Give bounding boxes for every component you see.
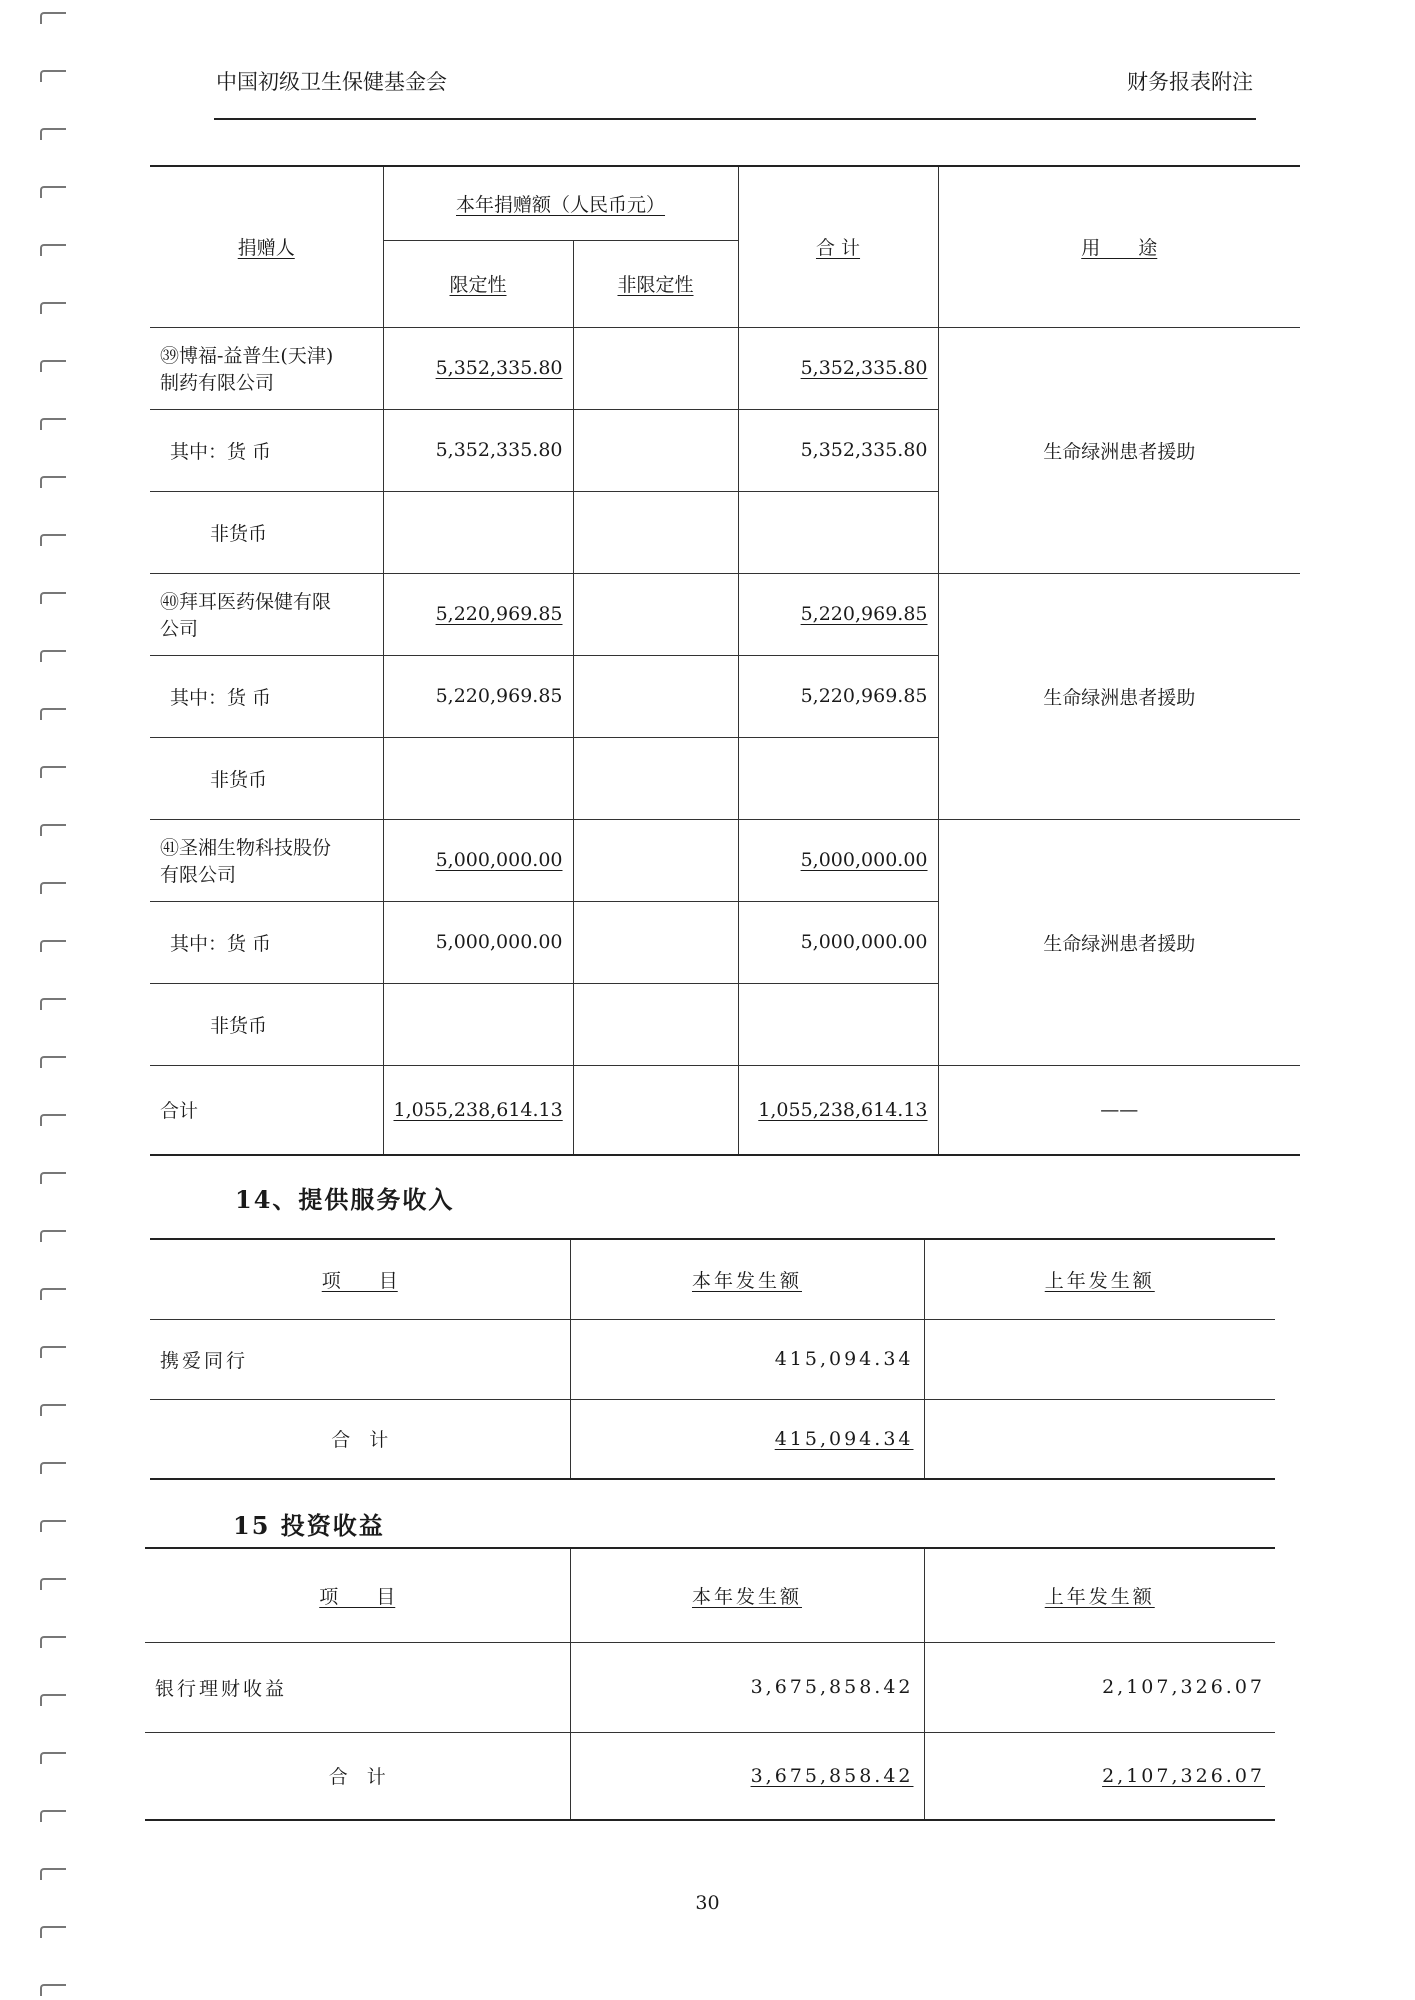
cash-label: 其中：货 币 [150, 901, 383, 983]
header-item: 项 目 [150, 1239, 570, 1319]
binding-hole [40, 1462, 66, 1474]
binding-hole [40, 824, 66, 836]
header-restricted: 限定性 [383, 240, 573, 327]
row-current: 3,675,858.42 [570, 1642, 924, 1732]
purpose-cell: 生命绿洲患者援助 [938, 327, 1300, 573]
binding-hole [40, 1636, 66, 1648]
noncash-label: 非货币 [150, 737, 383, 819]
cash-unrestricted [573, 655, 738, 737]
investment-income-table [145, 1547, 1275, 1821]
cash-restricted: 5,000,000.00 [383, 901, 573, 983]
cash-total: 5,352,335.80 [738, 409, 938, 491]
binding-hole [40, 708, 66, 720]
binding-hole [40, 1114, 66, 1126]
row-previous: 2,107,326.07 [924, 1642, 1275, 1732]
binding-hole [40, 1984, 66, 1996]
binding-hole [40, 1694, 66, 1706]
binding-hole [40, 128, 66, 140]
donations-table [150, 165, 1300, 1156]
unrestricted-amount [573, 819, 738, 901]
cash-label: 其中：货 币 [150, 409, 383, 491]
restricted-amount: 5,000,000.00 [383, 819, 573, 901]
binding-hole [40, 302, 66, 314]
sum-label: 合计 [150, 1065, 383, 1155]
binding-hole [40, 1172, 66, 1184]
header-document-title: 财务报表附注 [1127, 70, 1253, 94]
binding-hole [40, 186, 66, 198]
row-item: 携爱同行 [150, 1319, 570, 1399]
header-total: 合 计 [738, 166, 938, 327]
binding-hole [40, 1056, 66, 1068]
donor-name: ㊵拜耳医药保健有限 公司 [150, 573, 383, 655]
binding-hole [40, 534, 66, 546]
table-row [150, 1319, 1275, 1399]
sum-row [145, 1732, 1275, 1820]
sum-label: 合 计 [145, 1732, 570, 1820]
cash-unrestricted [573, 409, 738, 491]
row-previous [924, 1319, 1275, 1399]
header-previous: 上年发生额 [924, 1548, 1275, 1642]
total-amount: 5,220,969.85 [738, 573, 938, 655]
binding-hole [40, 998, 66, 1010]
binding-hole [40, 1868, 66, 1880]
header-organization: 中国初级卫生保健基金会 [216, 70, 447, 94]
sum-previous: 2,107,326.07 [924, 1732, 1275, 1820]
header-unrestricted: 非限定性 [573, 240, 738, 327]
noncash-label: 非货币 [150, 983, 383, 1065]
row-item: 银行理财收益 [145, 1642, 570, 1732]
binding-hole [40, 476, 66, 488]
restricted-amount: 5,220,969.85 [383, 573, 573, 655]
binding-hole [40, 940, 66, 952]
noncash-label: 非货币 [150, 491, 383, 573]
cash-label: 其中：货 币 [150, 655, 383, 737]
sum-current: 415,094.34 [570, 1399, 924, 1479]
page-number: 30 [695, 1892, 720, 1914]
header-purpose: 用 途 [938, 166, 1300, 327]
donor-name: ㊶圣湘生物科技股份 有限公司 [150, 819, 383, 901]
cash-total: 5,000,000.00 [738, 901, 938, 983]
binding-hole [40, 70, 66, 82]
header-previous: 上年发生额 [924, 1239, 1275, 1319]
binding-hole [40, 1926, 66, 1938]
purpose-cell: 生命绿洲患者援助 [938, 819, 1300, 1065]
header-item: 项 目 [145, 1548, 570, 1642]
binding-hole [40, 360, 66, 372]
donor-name: ㊴博福-益普生(天津) 制药有限公司 [150, 327, 383, 409]
unrestricted-amount [573, 327, 738, 409]
total-amount: 5,000,000.00 [738, 819, 938, 901]
sum-current: 3,675,858.42 [570, 1732, 924, 1820]
sum-label: 合 计 [150, 1399, 570, 1479]
cash-restricted: 5,352,335.80 [383, 409, 573, 491]
header-current: 本年发生额 [570, 1548, 924, 1642]
header-current: 本年发生额 [570, 1239, 924, 1319]
service-income-table [150, 1238, 1275, 1480]
sum-purpose: —— [938, 1065, 1300, 1155]
header-donor: 捐赠人 [150, 166, 383, 327]
sum-row [150, 1399, 1275, 1479]
binding-hole [40, 244, 66, 256]
sum-previous [924, 1399, 1275, 1479]
row-current: 415,094.34 [570, 1319, 924, 1399]
binding-hole [40, 1230, 66, 1242]
binding-hole [40, 1520, 66, 1532]
binding-hole [40, 882, 66, 894]
donation-row [150, 327, 1300, 409]
binding-hole [40, 418, 66, 430]
sum-total: 1,055,238,614.13 [738, 1065, 938, 1155]
unrestricted-amount [573, 573, 738, 655]
binding-holes [40, 0, 66, 2000]
section-title-investment-income: 15 投资收益 [233, 1511, 385, 1540]
restricted-amount: 5,352,335.80 [383, 327, 573, 409]
binding-hole [40, 1346, 66, 1358]
header-rule [214, 118, 1256, 120]
cash-total: 5,220,969.85 [738, 655, 938, 737]
binding-hole [40, 1288, 66, 1300]
donation-row [150, 819, 1300, 901]
cash-restricted: 5,220,969.85 [383, 655, 573, 737]
binding-hole [40, 1578, 66, 1590]
binding-hole [40, 650, 66, 662]
donation-row [150, 573, 1300, 655]
donation-sum-row [150, 1065, 1300, 1155]
cash-unrestricted [573, 901, 738, 983]
table-row [145, 1642, 1275, 1732]
binding-hole [40, 12, 66, 24]
header-amount-group: 本年捐赠额（人民币元） [383, 166, 738, 240]
section-title-service-income: 14、提供服务收入 [235, 1185, 455, 1214]
purpose-cell: 生命绿洲患者援助 [938, 573, 1300, 819]
binding-hole [40, 1810, 66, 1822]
binding-hole [40, 1404, 66, 1416]
sum-restricted: 1,055,238,614.13 [383, 1065, 573, 1155]
binding-hole [40, 592, 66, 604]
binding-hole [40, 766, 66, 778]
total-amount: 5,352,335.80 [738, 327, 938, 409]
binding-hole [40, 1752, 66, 1764]
